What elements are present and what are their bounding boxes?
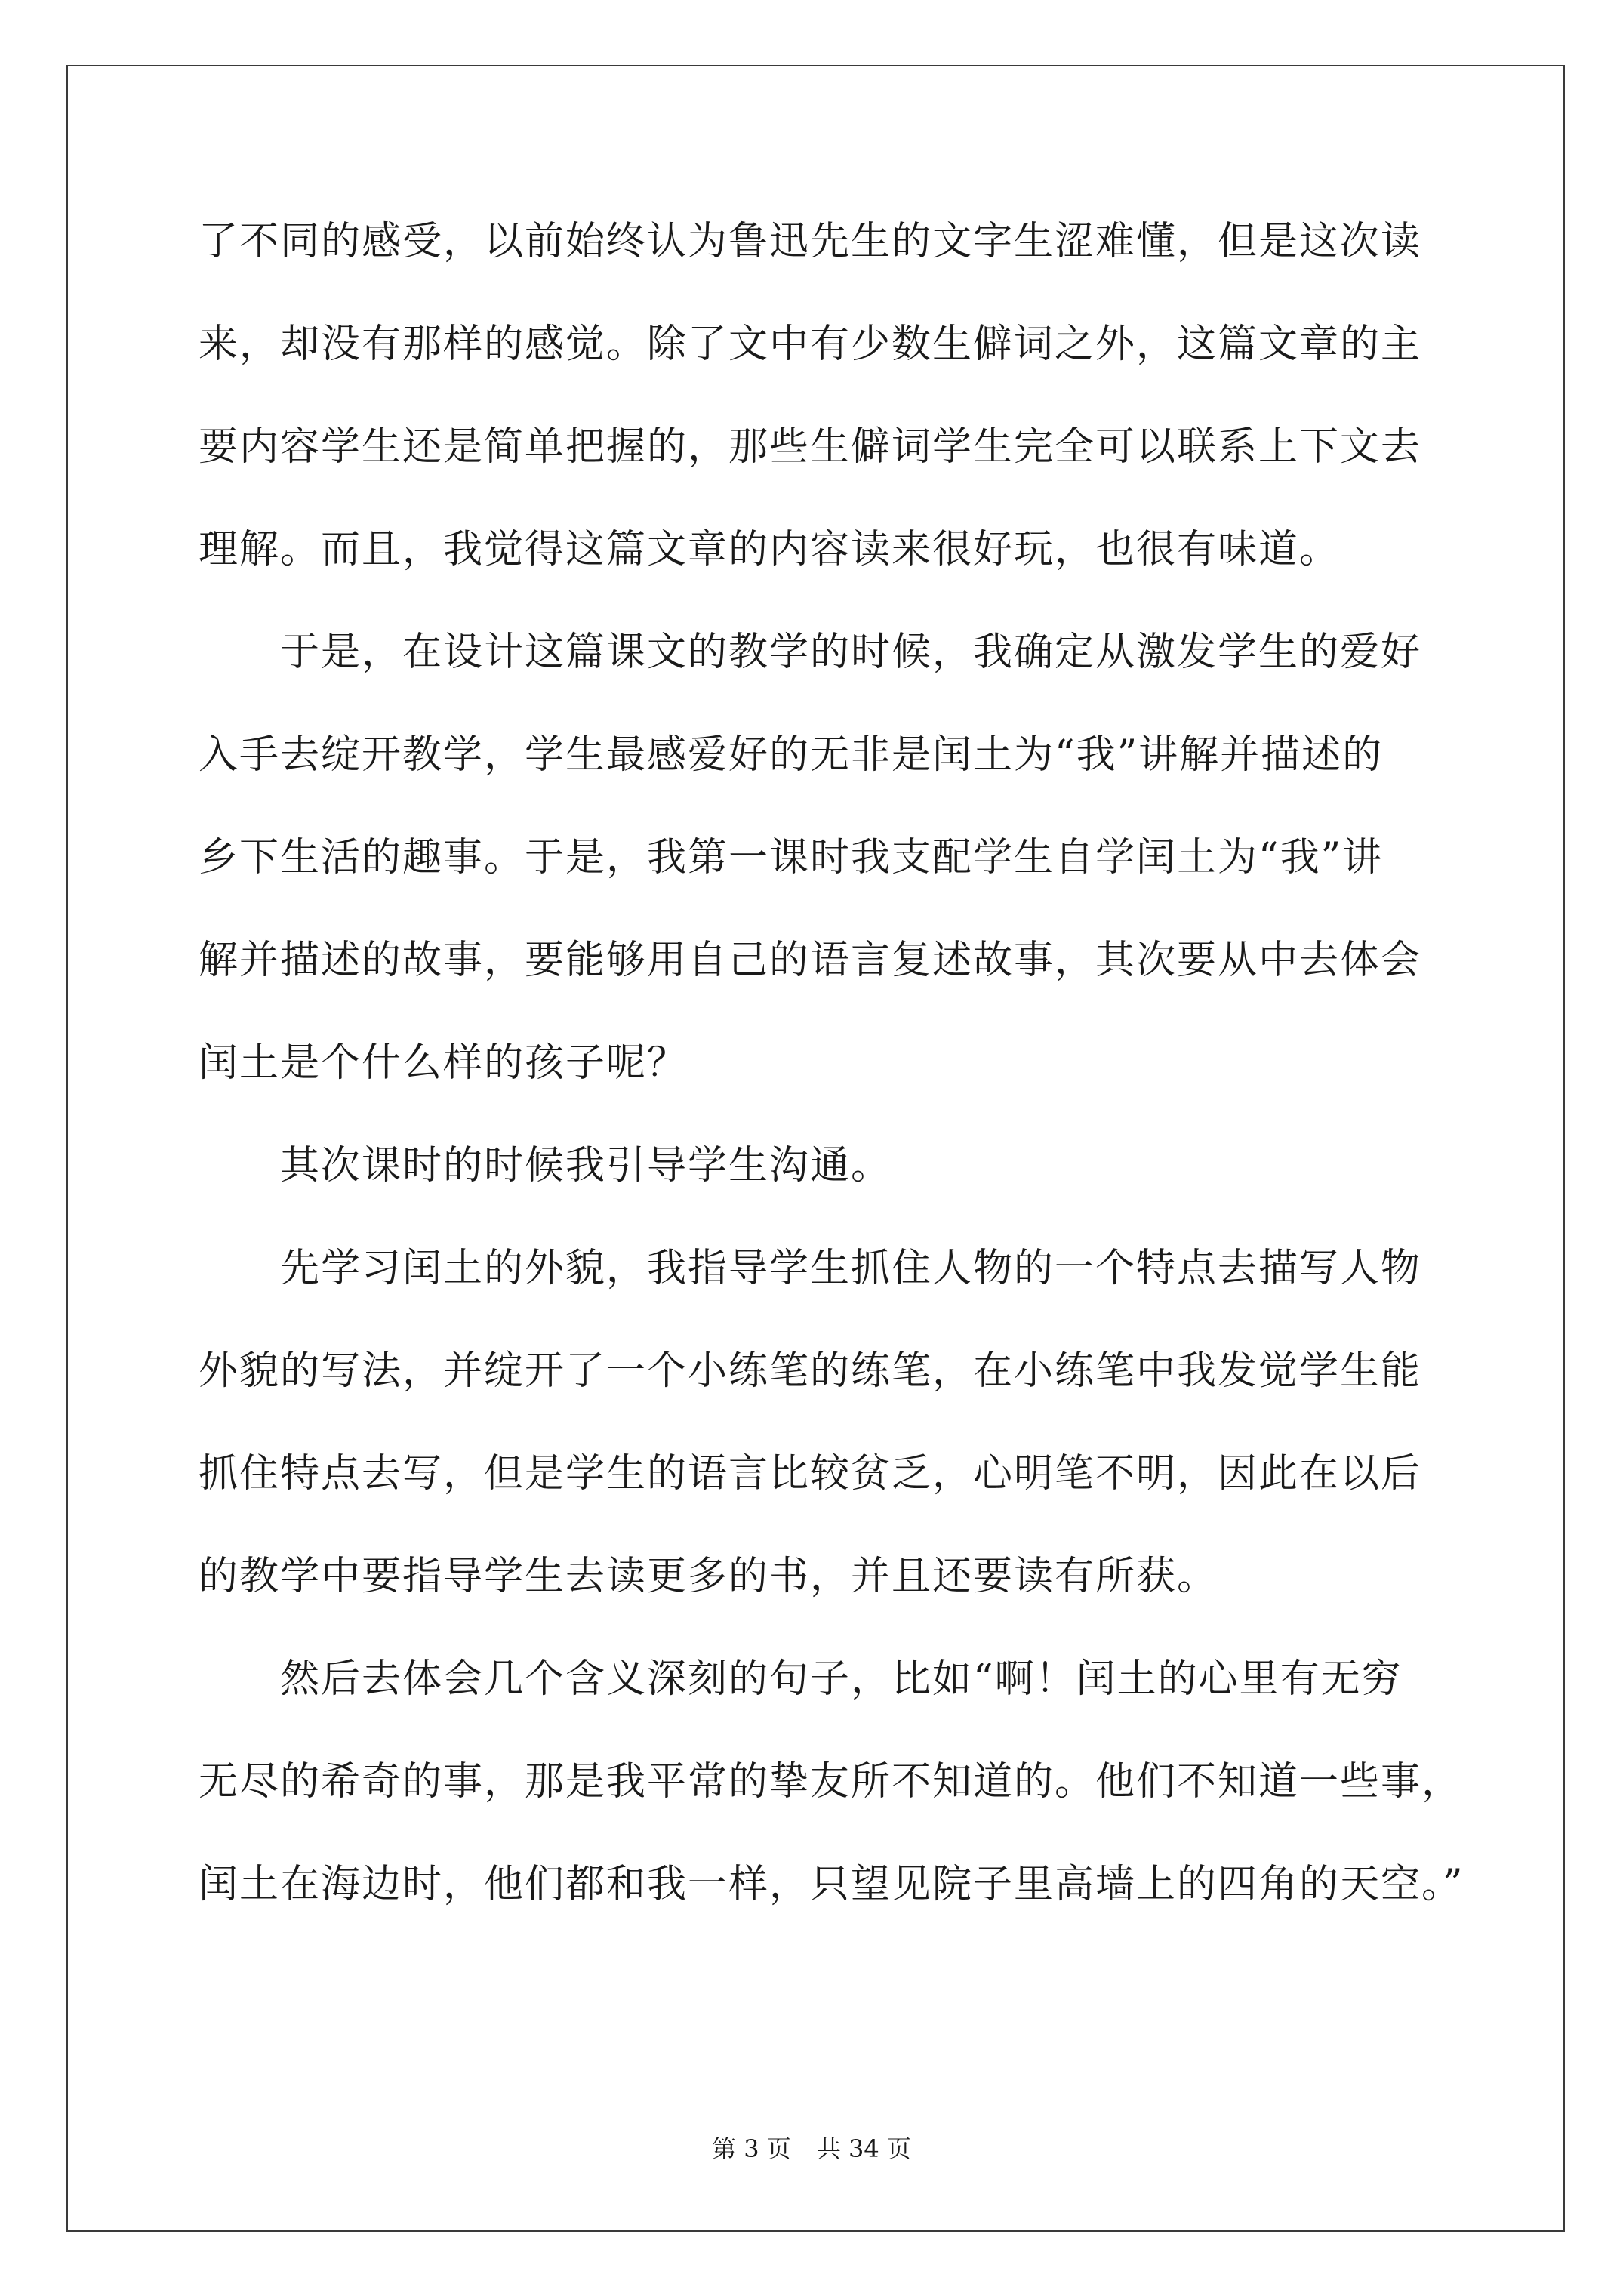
- text-line: 闰土是个什么样的孩子呢？: [199, 1040, 688, 1086]
- text-line: 乡下生活的趣事。于是，我第一课时我支配学生自学闰土为“我”讲: [199, 835, 1384, 880]
- text-line: 要内容学生还是简单把握的，那些生僻词学生完全可以联系上下文去: [199, 424, 1422, 470]
- paragraph-first-line: 然后去体会几个含义深刻的句子，比如“啊！闰土的心里有无穷: [280, 1657, 1403, 1702]
- text-line: 外貌的写法，并绽开了一个小练笔的练笔，在小练笔中我发觉学生能: [199, 1348, 1422, 1394]
- text-line: 来，却没有那样的感觉。除了文中有少数生僻词之外，这篇文章的主: [199, 322, 1422, 367]
- text-line: 了不同的感受，以前始终认为鲁迅先生的文字生涩难懂，但是这次读: [199, 219, 1422, 264]
- text-line: 抓住特点去写，但是学生的语言比较贫乏，心明笔不明，因此在以后: [199, 1451, 1422, 1496]
- text-line: 解并描述的故事，要能够用自己的语言复述故事，其次要从中去体会: [199, 938, 1422, 983]
- paragraph-first-line: 于是，在设计这篇课文的教学的时候，我确定从激发学生的爱好: [280, 630, 1422, 675]
- text-line: 的教学中要指导学生去读更多的书，并且还要读有所获。: [199, 1554, 1218, 1599]
- page-footer: [0, 2134, 1623, 2164]
- page-number: 第 3 页: [712, 2134, 791, 2163]
- text-line: 入手去绽开教学，学生最感爱好的无非是闰土为“我”讲解并描述的: [199, 732, 1384, 778]
- text-line: 闰土在海边时，他们都和我一样，只望见院子里高墙上的四角的天空。”: [199, 1862, 1464, 1907]
- paragraph-first-line: 其次课时的时候我引导学生沟通。: [280, 1143, 892, 1188]
- paragraph-first-line: 先学习闰土的外貌，我指导学生抓住人物的一个特点去描写人物: [280, 1246, 1422, 1291]
- text-line: 无尽的希奇的事，那是我平常的挚友所不知道的。他们不知道一些事，: [199, 1759, 1463, 1804]
- total-pages: 共 34 页: [816, 2134, 911, 2163]
- text-line: 理解。而且，我觉得这篇文章的内容读来很好玩，也很有味道。: [199, 527, 1341, 572]
